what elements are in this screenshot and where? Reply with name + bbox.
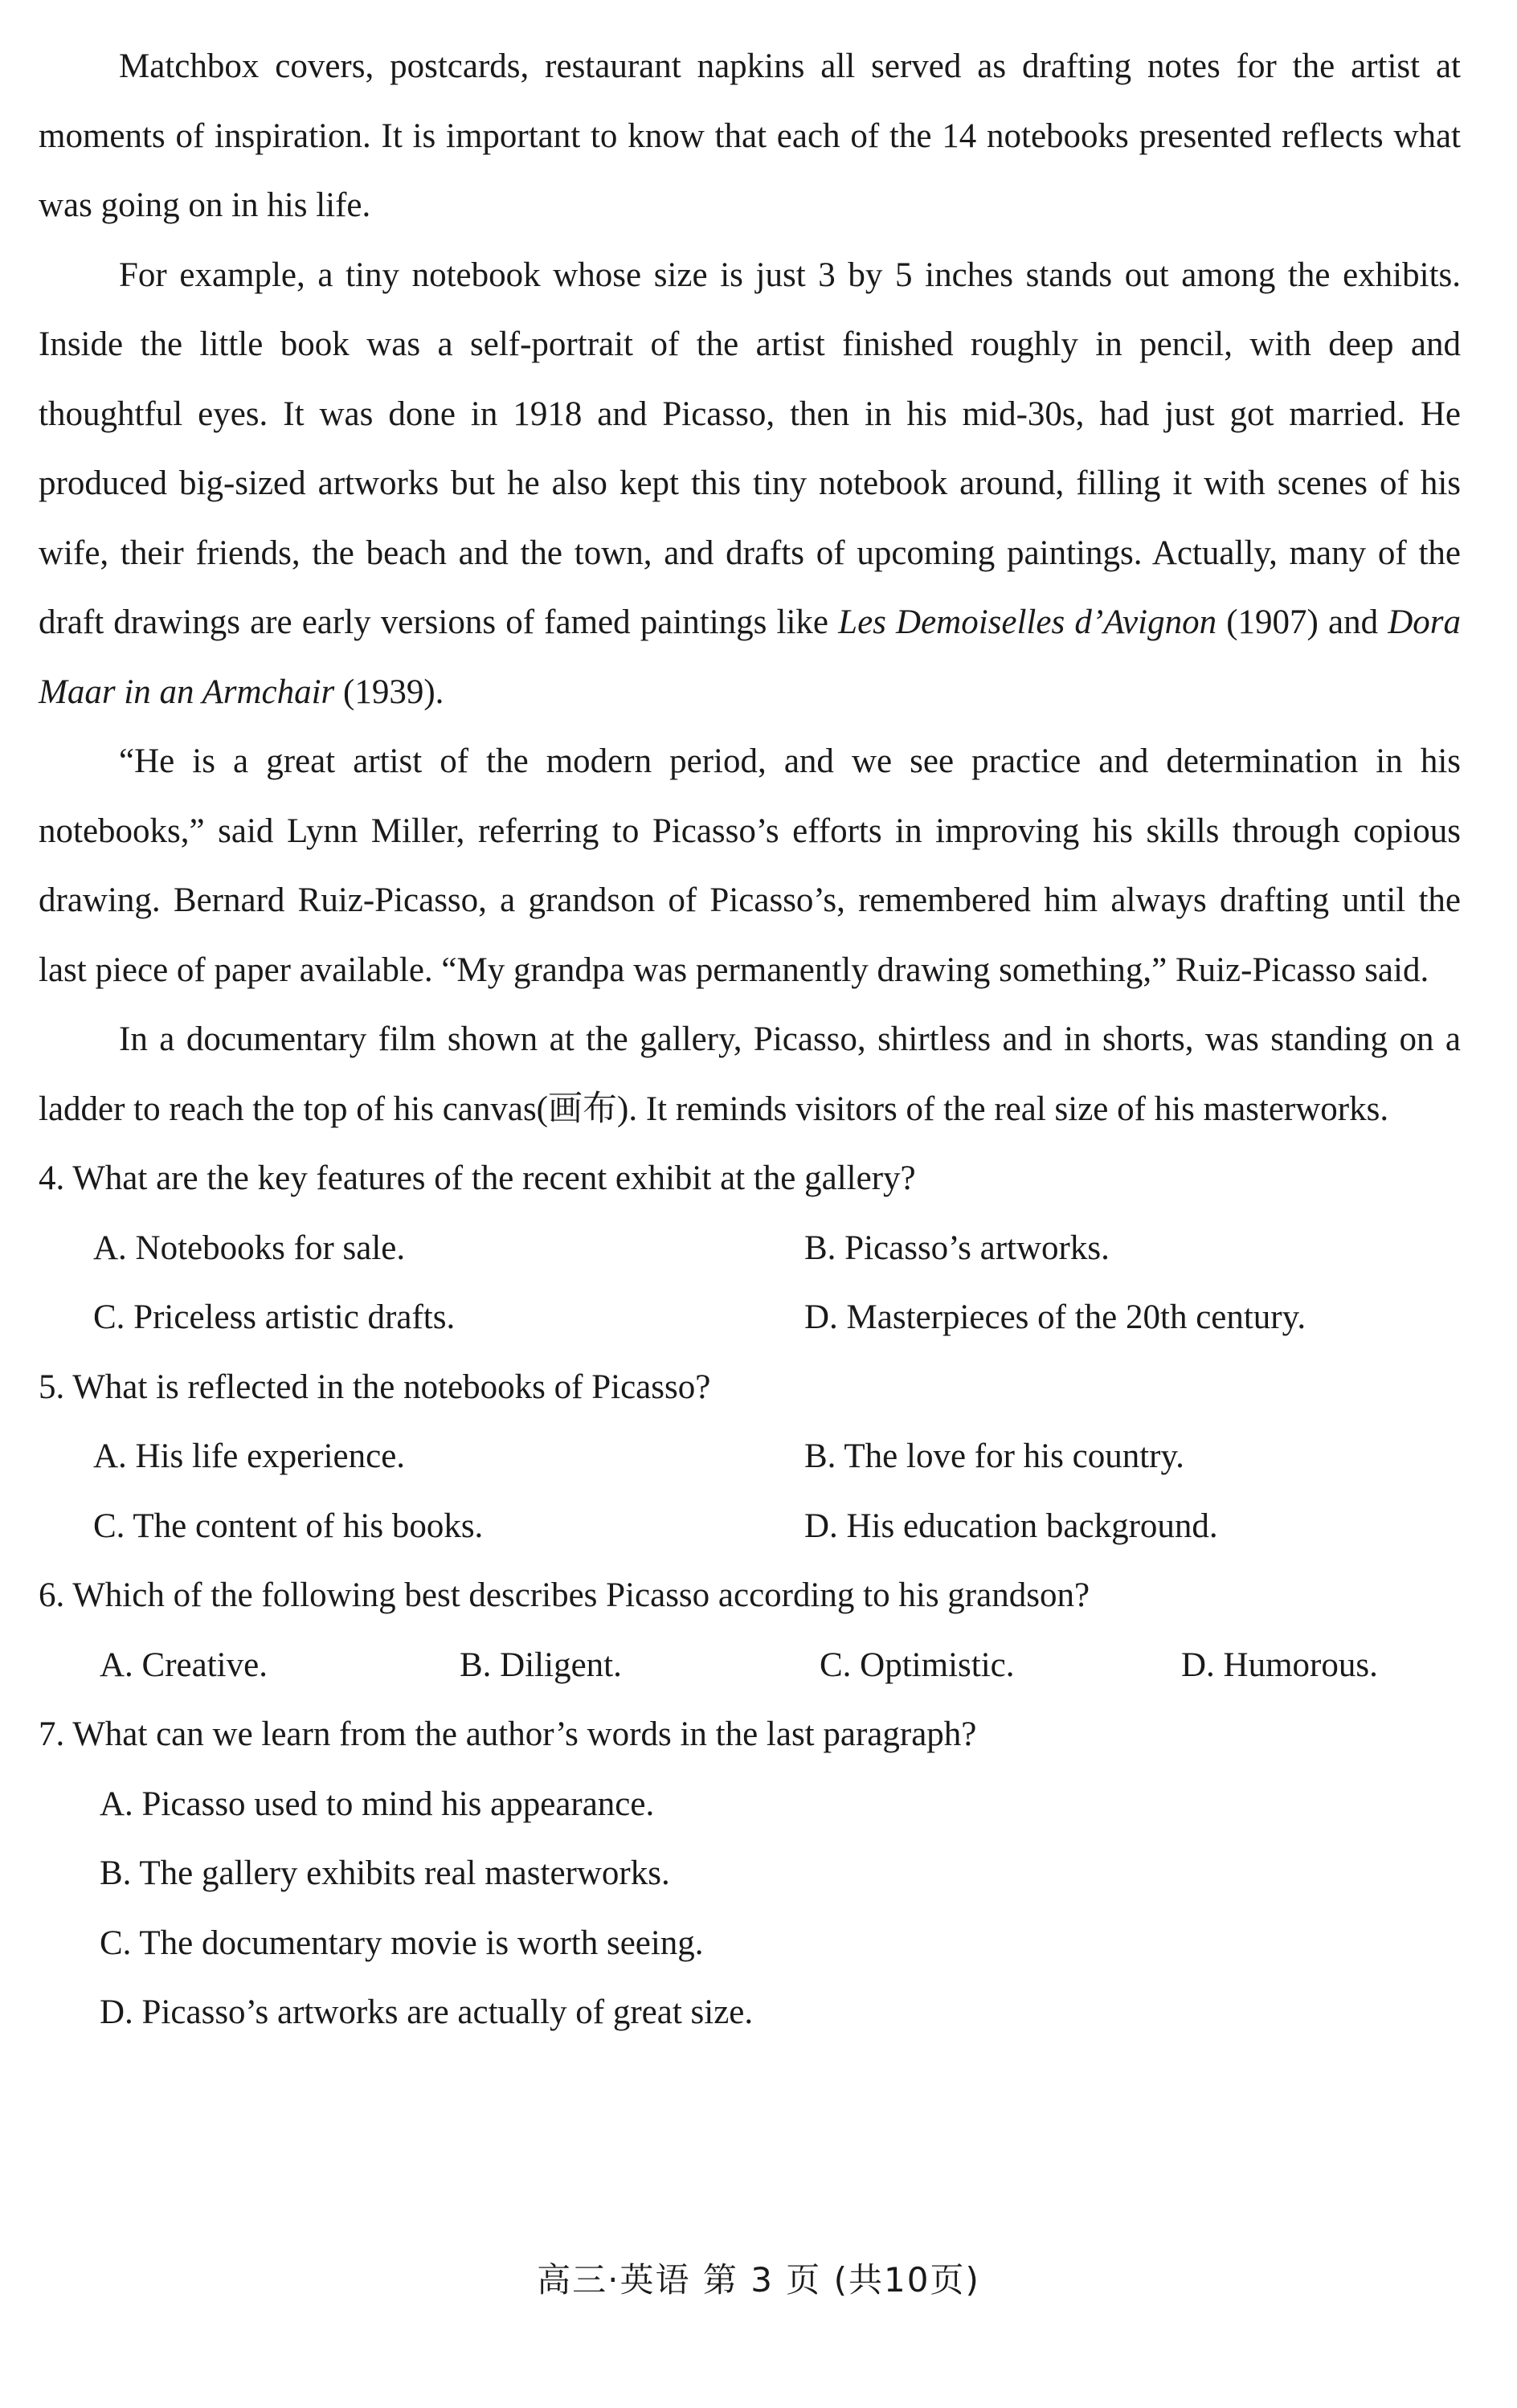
question-7-option-a: A. Picasso used to mind his appearance. (100, 1785, 655, 1823)
question-6-option-b: B. Diligent. (460, 1646, 622, 1684)
paragraph-2-text-b: (1907) and (1216, 603, 1388, 641)
exam-page (39, 32, 1461, 2048)
page-footer: 高三·英语 第 3 页 (共10页) (537, 2260, 980, 2300)
passage-paragraph-3: “He is a great artist of the modern period, and we see practice and determination in his notebooks,” said Lynn Miller, referring to Picasso’s efforts in improving his skills through copious drawing. Bernard Ruiz-Picasso, a grandson of Picasso’s, remembered him always drafting until the last piece of paper available. “My grandpa was permanently drawing something,” Ruiz-Picasso said. (39, 742, 1461, 989)
passage-paragraph-4: In a documentary film shown at the gallery, Picasso, shirtless and in shorts, was standing on a ladder to reach the top of his canvas(画布). It reminds visitors of the real size of his masterworks. (39, 1020, 1461, 1128)
question-7-option-b: B. The gallery exhibits real masterworks. (100, 1854, 670, 1892)
question-7-options (39, 1770, 1461, 2048)
question-5-option-a: A. His life experience. (93, 1437, 406, 1475)
painting-title-dora-maar: Dora Maar in an Armchair (39, 603, 1461, 711)
painting-title-avignon: Les Demoiselles d’Avignon (838, 603, 1217, 641)
question-7-option-d: D. Picasso’s artworks are actually of great size. (100, 1993, 754, 2031)
question-5-options (39, 1422, 1461, 1561)
question-5-stem: 5. What is reflected in the notebooks of Picasso? (39, 1368, 711, 1406)
question-4-option-b: B. Picasso’s artworks. (804, 1229, 1110, 1267)
question-6-options (39, 1631, 1461, 1701)
question-4-option-d: D. Masterpieces of the 20th century. (804, 1298, 1306, 1336)
question-6-option-c: C. Optimistic. (820, 1646, 1015, 1684)
passage-paragraph-1: Matchbox covers, postcards, restaurant napkins all served as drafting notes for the artist at moments of inspiration. It is important to know that each of the 14 notebooks presented reflects what was going on in his life. (39, 47, 1461, 224)
question-6-stem: 6. Which of the following best describes Picasso according to his grandson? (39, 1576, 1090, 1614)
passage-paragraph-2 (39, 241, 1461, 728)
question-5-option-c: C. The content of his books. (93, 1507, 484, 1545)
paragraph-2-text-a: For example, a tiny notebook whose size is just 3 by 5 inches stands out among the exhibits. Inside the little book was a self-portrait of the artist finished roughly in pencil, with deep and thoughtful eyes. It was done in 1918 and Picasso, then in his mid-30s, had just got married. He produced big-sized artworks but he also kept this tiny notebook around, filling it with scenes of his wife, their friends, the beach and the town, and drafts of upcoming paintings. Actually, many of the draft drawings are early versions of famed paintings like (39, 256, 1461, 641)
question-7-option-c: C. The documentary movie is worth seeing. (100, 1924, 704, 1962)
question-5-option-b: B. The love for his country. (804, 1437, 1184, 1475)
question-4-stem: 4. What are the key features of the recent exhibit at the gallery? (39, 1159, 916, 1197)
question-4-options (39, 1214, 1461, 1353)
question-5-option-d: D. His education background. (804, 1507, 1218, 1545)
paragraph-2-text-c: (1939). (334, 673, 444, 711)
question-6-option-d: D. Humorous. (1181, 1646, 1378, 1684)
question-6-option-a: A. Creative. (100, 1646, 268, 1684)
question-4-option-a: A. Notebooks for sale. (93, 1229, 406, 1267)
question-7-stem: 7. What can we learn from the author’s words in the last paragraph? (39, 1715, 977, 1753)
question-4-option-c: C. Priceless artistic drafts. (93, 1298, 456, 1336)
